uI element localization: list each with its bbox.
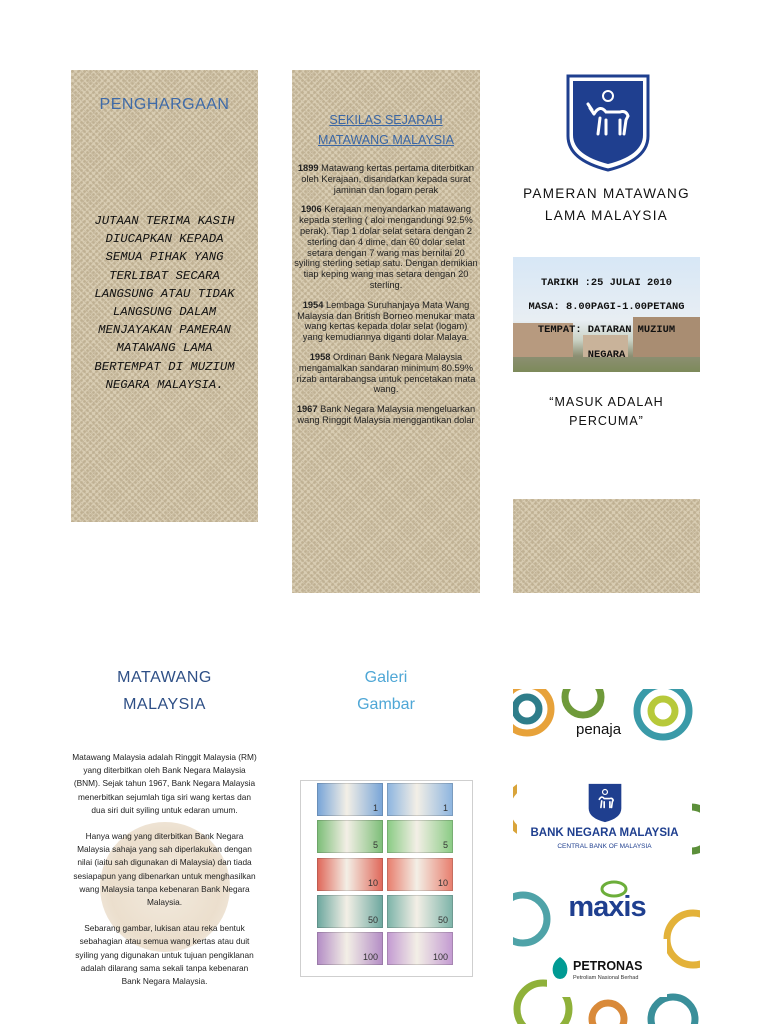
history-year: 1967	[296, 404, 318, 415]
thanks-line: TERLIBAT SECARA	[109, 268, 220, 283]
galeri-title	[292, 664, 480, 718]
history-year: 1899	[297, 163, 319, 173]
penghargaan-panel	[71, 70, 258, 522]
thanks-line: DIUCAPKAN KEPADA	[105, 232, 224, 247]
thanks-line: MENJAYAKAN PAMERAN	[98, 323, 231, 338]
banknote-value: 50	[367, 915, 378, 925]
banknote-image	[387, 783, 453, 816]
history-entry	[294, 204, 478, 290]
matawang-title-line: MALAYSIA	[123, 696, 206, 713]
galeri-title-line: Galeri	[364, 669, 408, 686]
banknote-value: 100	[432, 952, 448, 962]
petronas-emblem-icon	[549, 955, 571, 981]
banknote-image	[387, 932, 453, 965]
banknote-value: 5	[442, 840, 448, 850]
banknote-gallery	[300, 780, 473, 977]
banknote-value: 10	[437, 878, 448, 888]
penghargaan-title: PENGHARGAAN	[99, 96, 230, 113]
sejarah-title	[292, 110, 480, 150]
banknote-image	[317, 858, 383, 891]
matawang-paragraph: Hanya wang yang diterbitkan Bank Negara Malaysia sahaja yang sah diperlakukan dengan nilai (iaitu sah digunakan di Malaysia) dan tiada sesiapapun yang dibenarkan untuk menghasilkan wang Malaysia tanpa kebenaran Bank Negara Malaysia.	[73, 831, 256, 908]
sejarah-title-line: MATAWANG MALAYSIA	[318, 133, 454, 147]
history-entries	[292, 163, 480, 435]
thanks-line: JUTAAN TERIMA KASIH	[94, 214, 235, 228]
banknote-value: 1	[372, 803, 378, 813]
history-entry	[294, 163, 478, 195]
history-text: Matawang kertas pertama diterbitkan oleh Kerajaan, disandarkan kepada surat jaminan dan logam perak	[301, 163, 475, 195]
banknote-image	[387, 858, 453, 891]
kijang-emblem-icon	[566, 74, 650, 172]
petronas-text: PETRONAS	[573, 959, 643, 973]
bnm-subtitle: CENTRAL BANK OF MALAYSIA	[557, 843, 652, 850]
banknote-value: 5	[372, 840, 378, 850]
matawang-paragraph: Sebarang gambar, lukisan atau reka bentuk sebahagian atau semua wang kertas atau duit syiling yang digunakan untuk tujuan pengiklanan adalah dilarang sama sekali tanpa kebenaran Bank Negara Malaysia.	[75, 923, 254, 987]
bnm-name: BANK NEGARA MALAYSIA	[530, 827, 679, 839]
history-entry	[294, 300, 478, 343]
history-year: 1958	[309, 351, 331, 362]
exhibition-title-line: LAMA MALAYSIA	[544, 208, 669, 223]
banknote-value: 10	[367, 878, 378, 888]
matawang-title-line: MATAWANG	[117, 669, 212, 686]
free-entry-line: “MASUK ADALAH	[549, 395, 664, 409]
event-info-box	[513, 257, 700, 372]
thanks-line: SEMUA PIHAK YANG	[105, 250, 224, 265]
banknote-value: 50	[437, 915, 448, 925]
banknote-image	[387, 895, 453, 928]
matawang-title	[71, 664, 258, 718]
matawang-paragraph: Matawang Malaysia adalah Ringgit Malaysia (RM) yang diterbitkan oleh Bank Negara Malaysia (BNM). Sejak tahun 1967, Bank Negara Malaysia menerbitkan sejumlah tiga siri wang kertas dan dua siri duit syiling untuk edaran umum.	[72, 752, 257, 815]
history-entry	[294, 404, 478, 426]
petronas-logo	[547, 939, 667, 997]
event-time: MASA: 8.00PAGI-1.00PETANG	[528, 301, 685, 313]
history-text: Lembaga Suruhanjaya Mata Wang Malaysia dan British Borneo menukar mata wang kertas kepada dolar selat (logam) yang kemudiannya diganti dolar Malaya.	[297, 299, 475, 343]
thanks-line: LANGSUNG ATAU TIDAK	[94, 286, 235, 301]
thanks-line: MATAWANG LAMA	[116, 341, 213, 356]
history-year: 1906	[300, 204, 322, 215]
sejarah-title-line: SEKILAS SEJARAH	[329, 113, 443, 127]
banknote-value: 100	[362, 952, 378, 962]
thanks-line: LANGSUNG DALAM	[112, 305, 217, 320]
event-venue: TEMPAT: DATARAN MUZIUM	[537, 324, 676, 336]
galeri-title-line: Gambar	[357, 696, 415, 713]
exhibition-title	[513, 183, 700, 227]
sponsor-label: penaja	[576, 721, 622, 738]
petronas-subtitle: Petroliam Nasional Berhad	[573, 975, 639, 981]
thanks-line: NEGARA MALAYSIA.	[105, 377, 224, 392]
history-text: Ordinan Bank Negara Malaysia mengamalkan sandaran minimum 80.59% rizab antarabangsa untuk pencetakan mata wang.	[296, 351, 476, 395]
maxis-text: maxis	[568, 891, 646, 923]
event-date: TARIKH :25 JULAI 2010	[541, 277, 672, 289]
sejarah-panel	[292, 70, 480, 593]
maxis-logo	[537, 879, 677, 927]
banknote-value: 1	[442, 803, 448, 813]
event-venue-line2: NEGARA	[587, 349, 626, 361]
history-text: Bank Negara Malaysia mengeluarkan wang Ringgit Malaysia menggantikan dolar	[297, 404, 476, 425]
history-entry	[294, 352, 478, 395]
banknote-image	[317, 932, 383, 965]
banknote-image	[317, 820, 383, 853]
history-text: Kerajaan menyandarkan matawang kepada sterling ( aloi mengandungi 92.5% perak). Tiap 1 dolar selat setara dengan 2 sterling dan 4 dime, dan 60 dolar selat setara dengan 7 wang mas bernilai 20 syiling sterling setiap satu. Dengan demikian tiap keping wang mas setara dengan 20 sterling.	[294, 204, 478, 290]
free-entry-line: PERCUMA”	[569, 414, 644, 428]
matawang-text	[71, 751, 258, 1001]
sponsor-panel	[513, 689, 700, 1024]
banknote-image	[387, 820, 453, 853]
texture-panel	[513, 499, 700, 593]
thanks-text	[77, 212, 252, 394]
thanks-line: BERTEMPAT DI MUZIUM	[94, 359, 235, 374]
bnm-logo	[517, 779, 692, 865]
bnm-emblem-icon	[585, 783, 625, 823]
banknote-image	[317, 783, 383, 816]
exhibition-title-line: PAMERAN MATAWANG	[523, 186, 690, 201]
history-year: 1954	[302, 299, 324, 310]
banknote-image	[317, 895, 383, 928]
free-entry-note	[513, 393, 700, 431]
